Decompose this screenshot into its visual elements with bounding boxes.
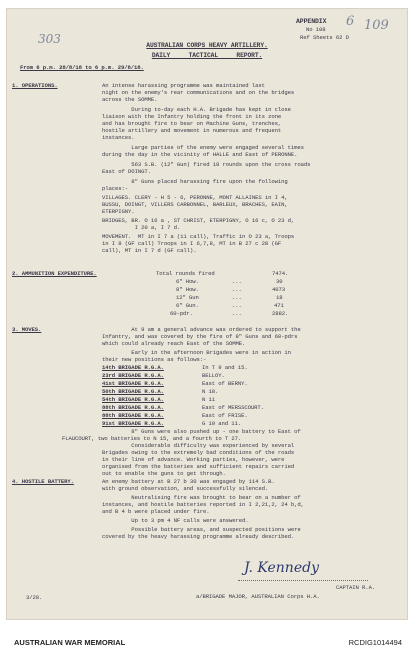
appendix-number: No 108 (306, 26, 326, 33)
text-line: 8" Guns were also pushed up - one battery to East of (102, 428, 301, 435)
rounds: 4073 (272, 286, 286, 293)
text-line: 8" Guns placed harassing fire upon the following (102, 178, 288, 185)
brigade-position: N 18. (202, 388, 219, 395)
brigade-name: 50th BRIGADE R.G.A. (102, 388, 164, 395)
report-period: From 6 p.m. 28/8/18 to 6 p.m. 29/8/18. (20, 64, 144, 71)
text-line: with ground observation, and successfully silenced. (102, 485, 269, 492)
brigade-name: 54th BRIGADE R.G.A. (102, 396, 164, 403)
archive-record-id: RCDIG1014494 (348, 638, 402, 647)
dots: ... (232, 302, 242, 309)
calibre: 12" Gun (176, 294, 199, 301)
signature-line (238, 580, 368, 581)
brigade-name: 23rd BRIGADE R.G.A. (102, 372, 164, 379)
text-line: VILLAGES. CLERY - H 5 - 6, PERONNE, MONT ALLAINES in I 4, (102, 194, 288, 201)
document-title: AUSTRALIAN CORPS HEAVY ARTILLERY. (146, 42, 268, 49)
text-line: instances. (102, 134, 135, 141)
text-line: Infantry, and was covered by the fire of 8" Guns and 60-pdrs (102, 333, 298, 340)
text-line: Large parties of the enemy were engaged several times (102, 144, 304, 151)
total-label: Total rounds fired (156, 270, 215, 277)
calibre: 60-pdr. (170, 310, 193, 317)
brigade-position: East of FRISE. (202, 412, 248, 419)
brigade-position: G 10 and 11. (202, 420, 242, 427)
pencil-folio-left: 303 (38, 32, 61, 46)
archive-name: AUSTRALIAN WAR MEMORIAL (14, 638, 126, 647)
text-line: ETERPIGNY. (102, 208, 135, 215)
text-line: At 9 am a general advance was ordered to support the (102, 326, 301, 333)
text-line: Considerable difficulty was experienced by several (102, 442, 295, 449)
document-sheet (6, 8, 408, 620)
document-subtitle: DAILY TACTICAL REPORT. (151, 52, 263, 59)
text-line: and B 4 b were placed under fire. (102, 508, 210, 515)
text-line: Neutralising fire was brought to bear on a number of (102, 494, 301, 501)
total-rounds: 7474. (272, 270, 289, 277)
pencil-folio-right: 109 (364, 18, 389, 33)
pencil-slash-mark: 6 (346, 14, 355, 29)
operations-heading: 1. OPERATIONS. (12, 82, 58, 89)
brigade-name: 88th BRIGADE R.G.A. (102, 404, 164, 411)
signature-rank: CAPTAIN R.A. (336, 584, 376, 591)
rounds: 30 (276, 278, 283, 285)
text-line: places:- (102, 185, 129, 192)
text-line: Brigades owing to the extremely bad conditions of the roads (102, 449, 295, 456)
text-line: call), MT in I 7 d (GF call). (102, 247, 197, 254)
brigade-name: 41st BRIGADE R.G.A. (102, 380, 164, 387)
handwritten-signature: J. Kennedy (244, 560, 319, 576)
text-line: liaison with the Infantry holding the front in its zone (102, 113, 282, 120)
text-line: their new positions as follows:- (102, 356, 207, 363)
brigade-position: BELLOY. (202, 372, 225, 379)
text-line: BRIDGES, BR. O 16 a , ST CHRIST, ETERPIGNY, O 16 c, O 23 d, (102, 217, 295, 224)
appendix-label: APPENDIX (296, 18, 327, 25)
dots: ... (232, 310, 242, 317)
dots: ... (232, 286, 242, 293)
calibre: 6" How. (176, 278, 199, 285)
text-line: organised from the batteries and sufficient repairs carried (102, 463, 295, 470)
text-line: in I 8 (GF call) Troops in I 6,7,8, MT in B 27 c 28 (GF (102, 240, 282, 247)
hostile-battery-heading: 4. HOSTILE BATTERY. (12, 478, 74, 485)
rounds: 2882. (272, 310, 289, 317)
dots: ... (232, 278, 242, 285)
brigade-name: 88th BRIGADE R.G.A. (102, 412, 164, 419)
text-line: and has brought fire to bear on Machine Guns, trenches, (102, 120, 282, 127)
rounds: 18 (276, 294, 283, 301)
text-line: East of DOINGT. (102, 168, 151, 175)
text-line: night on the enemy's rear communications and on the bridges (102, 89, 295, 96)
calibre: 8" How. (176, 286, 199, 293)
brigade-position: East of MERSSCOURT. (202, 404, 264, 411)
text-line: I 20 a, I 7 d. (102, 224, 181, 231)
ammunition-heading: 2. AMMUNITION EXPENDITURE. (12, 270, 97, 277)
rounds: 471 (274, 302, 284, 309)
brigade-position: N 11 (202, 396, 216, 403)
text-line: Up to 3 pm 4 NF calls were answered. (102, 517, 249, 524)
text-line: during the day in the vicinity of HALLE and East of PERONNE. (102, 151, 298, 158)
calibre: 6" Gun. (176, 302, 199, 309)
text-line: hostile artillery and movement in numerous and frequent (102, 127, 282, 134)
text-line: An intense harassing programme was maintained last (102, 82, 265, 89)
text-line: out to enable the guns to get through. (102, 470, 226, 477)
text-line: During to-day each H.A. Brigade has kept in close (102, 106, 291, 113)
text-line: covered by the heavy harassing programme already described. (102, 533, 295, 540)
brigade-name: 91st BRIGADE R.G.A. (102, 420, 164, 427)
copy-reference: 3/28. (26, 594, 43, 601)
signature-title: a/BRIGADE MAJOR, AUSTRALIAN Corps H.A. (196, 593, 320, 600)
text-line: across the SOMME. (102, 96, 158, 103)
brigade-name: 14th BRIGADE R.G.A. (102, 364, 164, 371)
dots: ... (232, 294, 242, 301)
brigade-position: In T 9 and 15. (202, 364, 248, 371)
text-line: MOVEMENT. MT in I 7 a (11 call), Traffic in O 23 a, Troops (102, 233, 295, 240)
moves-heading: 3. MOVES. (12, 326, 42, 333)
archive-footer (0, 628, 416, 654)
text-line: BUSSU, DOINGT, VILLERS CARBONNEL, BARLEUX, BRACHES, EAIN, (102, 201, 288, 208)
text-line: in their line of advance. Working parties, however, were (102, 456, 285, 463)
text-line: FLAUCOURT, two batteries to N 15, and a fourth to T 27. (62, 435, 242, 442)
text-line: instances, and hostile batteries reported in I 2,21,2, 24 b,d, (102, 501, 304, 508)
text-line: An enemy battery at B 27 b 30 was engaged by 114 S.B. (102, 478, 275, 485)
text-line: 563 S.B. (12" Gun) fired 18 rounds upon the cross roads (102, 161, 311, 168)
text-line: which could already reach East of the SOMME. (102, 340, 246, 347)
text-line: Possible battery areas, and suspected positions were (102, 526, 301, 533)
ref-sheets: Ref Sheets 62 D (300, 34, 349, 41)
text-line: Early in the afternoon Brigades were in action in (102, 349, 291, 356)
brigade-position: East of BERNY. (202, 380, 248, 387)
